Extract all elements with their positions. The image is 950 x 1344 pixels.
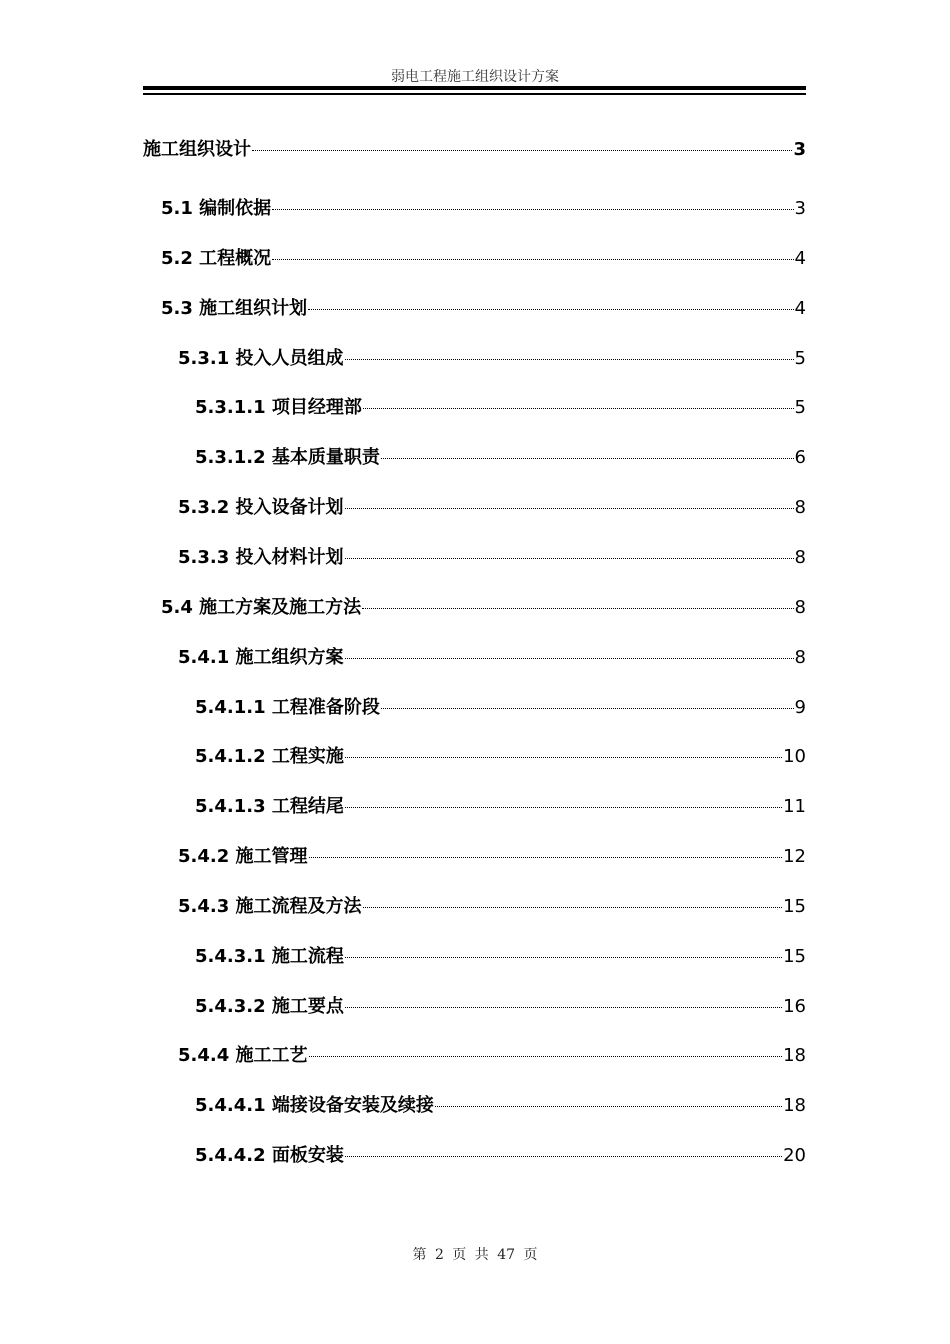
toc-entry[interactable] bbox=[195, 446, 806, 470]
toc-entry-page-number: 8 bbox=[794, 546, 806, 568]
toc-entry-page-number: 8 bbox=[794, 646, 806, 668]
toc-entry-page-number: 5 bbox=[794, 347, 806, 369]
toc-entry-label: 5.3.2 投入设备计划 bbox=[178, 497, 344, 519]
toc-entry-page-number: 3 bbox=[793, 139, 806, 160]
toc-dot-leader bbox=[381, 708, 794, 709]
header-rule-thick bbox=[143, 86, 806, 90]
toc-entry-label: 5.4.4 施工工艺 bbox=[178, 1045, 308, 1067]
toc-entry[interactable] bbox=[178, 646, 806, 670]
toc-entry-label: 5.4.1 施工组织方案 bbox=[178, 646, 344, 668]
toc-entry[interactable] bbox=[195, 995, 806, 1019]
toc-entry[interactable] bbox=[195, 1144, 806, 1168]
toc-entry-page-number: 8 bbox=[794, 497, 806, 519]
toc-entry-page-number: 8 bbox=[794, 596, 806, 618]
toc-dot-leader bbox=[363, 408, 794, 409]
toc-entry-page-number: 18 bbox=[783, 1095, 806, 1117]
toc-entry[interactable] bbox=[195, 945, 806, 969]
toc-entry-label: 5.3.1 投入人员组成 bbox=[178, 347, 344, 369]
toc-dot-leader bbox=[345, 359, 794, 360]
toc-entry-label: 5.4.3 施工流程及方法 bbox=[178, 895, 362, 917]
toc-entry[interactable] bbox=[178, 546, 806, 570]
toc-dot-leader bbox=[345, 658, 794, 659]
toc-dot-leader bbox=[272, 259, 793, 260]
toc-dot-leader bbox=[252, 150, 792, 151]
toc-entry[interactable] bbox=[178, 895, 806, 919]
toc-entry-page-number: 18 bbox=[783, 1045, 806, 1067]
toc-entry[interactable] bbox=[178, 1044, 806, 1068]
toc-dot-leader bbox=[363, 907, 783, 908]
toc-dot-leader bbox=[435, 1106, 782, 1107]
toc-entry-page-number: 9 bbox=[794, 696, 806, 718]
toc-entry-page-number: 10 bbox=[783, 746, 806, 768]
toc-entry-label: 5.3.3 投入材料计划 bbox=[178, 546, 344, 568]
toc-entry-page-number: 15 bbox=[783, 945, 806, 967]
toc-entry-label: 5.3.1.2 基本质量职责 bbox=[195, 447, 380, 469]
toc-entry-label: 5.4.2 施工管理 bbox=[178, 846, 308, 868]
toc-entry-label: 5.4.1.1 工程准备阶段 bbox=[195, 696, 380, 718]
toc-entry[interactable] bbox=[178, 496, 806, 520]
page-footer: 第 2 页 共 47 页 bbox=[412, 1247, 538, 1263]
toc-entry[interactable] bbox=[178, 845, 806, 869]
toc-entry-label: 5.4.4.1 端接设备安装及续接 bbox=[195, 1095, 434, 1117]
toc-entry-page-number: 12 bbox=[783, 846, 806, 868]
toc-entry[interactable] bbox=[161, 297, 806, 321]
toc-entry-label: 施工组织设计 bbox=[143, 139, 251, 160]
toc-entry-label: 5.4.1.3 工程结尾 bbox=[195, 796, 344, 818]
toc-entry-page-number: 4 bbox=[794, 297, 806, 319]
toc-dot-leader bbox=[308, 309, 793, 310]
document-header-title: 弱电工程施工组织设计方案 bbox=[391, 69, 559, 85]
toc-entry-label: 5.4.3.1 施工流程 bbox=[195, 945, 344, 967]
toc-entry[interactable] bbox=[161, 247, 806, 271]
toc-entry-label: 5.4.4.2 面板安装 bbox=[195, 1145, 344, 1167]
toc-entry[interactable] bbox=[161, 596, 806, 620]
toc-dot-leader bbox=[381, 458, 794, 459]
toc-entry[interactable] bbox=[195, 795, 806, 819]
toc-entry-page-number: 3 bbox=[794, 198, 806, 219]
toc-dot-leader bbox=[345, 508, 794, 509]
toc-entry-page-number: 5 bbox=[794, 397, 806, 419]
toc-dot-leader bbox=[345, 807, 782, 808]
toc-entry-label: 5.1 编制依据 bbox=[161, 198, 272, 219]
header-rule-thin bbox=[143, 93, 806, 95]
toc-dot-leader bbox=[345, 757, 782, 758]
toc-entry-label: 5.4 施工方案及施工方法 bbox=[161, 596, 362, 618]
toc-entry-label: 5.4.1.2 工程实施 bbox=[195, 746, 344, 768]
toc-entry-page-number: 16 bbox=[783, 995, 806, 1017]
toc-dot-leader bbox=[345, 1156, 782, 1157]
toc-dot-leader bbox=[345, 1007, 782, 1008]
toc-entry[interactable] bbox=[195, 396, 806, 420]
toc-dot-leader bbox=[309, 1056, 783, 1057]
toc-dot-leader bbox=[362, 608, 793, 609]
toc-entry-page-number: 20 bbox=[783, 1145, 806, 1167]
toc-dot-leader bbox=[345, 558, 794, 559]
toc-entry-label: 5.3 施工组织计划 bbox=[161, 297, 308, 319]
toc-dot-leader bbox=[345, 957, 782, 958]
toc-entry-label: 5.3.1.1 项目经理部 bbox=[195, 397, 362, 419]
toc-entry-label: 5.2 工程概况 bbox=[161, 247, 272, 269]
toc-dot-leader bbox=[272, 209, 793, 210]
toc-entry[interactable] bbox=[195, 696, 806, 720]
toc-entry[interactable] bbox=[161, 197, 806, 221]
toc-entry[interactable] bbox=[143, 138, 806, 162]
toc-entry[interactable] bbox=[178, 347, 806, 371]
toc-entry-label: 5.4.3.2 施工要点 bbox=[195, 995, 344, 1017]
toc-entry[interactable] bbox=[195, 1094, 806, 1118]
toc-entry-page-number: 15 bbox=[783, 895, 806, 917]
toc-dot-leader bbox=[309, 857, 783, 858]
toc-entry-page-number: 11 bbox=[783, 796, 806, 818]
toc-entry-page-number: 6 bbox=[794, 447, 806, 469]
toc-entry[interactable] bbox=[195, 745, 806, 769]
toc-entry-page-number: 4 bbox=[794, 247, 806, 269]
